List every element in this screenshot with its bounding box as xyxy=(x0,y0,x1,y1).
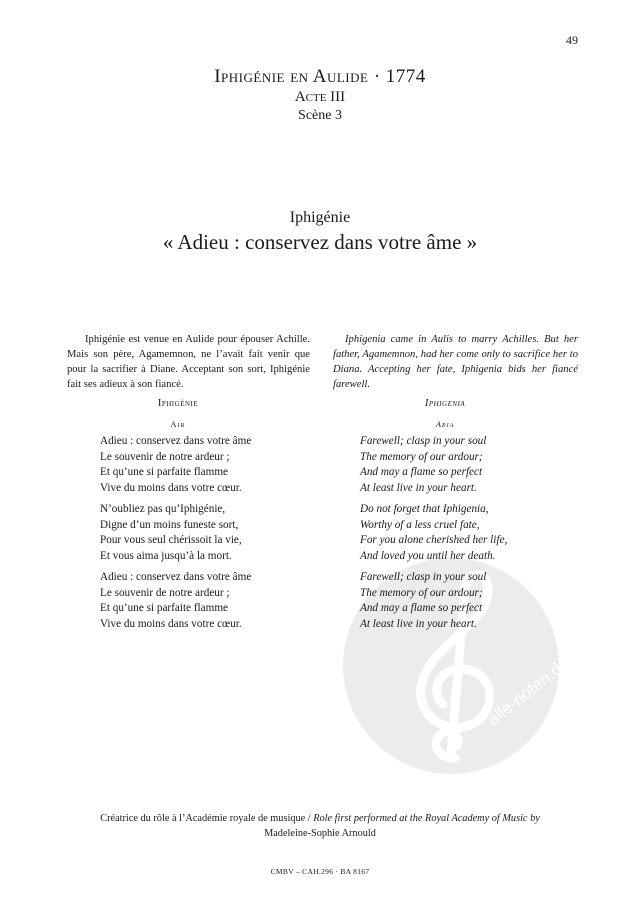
stanza xyxy=(100,434,251,496)
character-name: Iphigénie xyxy=(289,209,351,226)
stanza xyxy=(360,434,507,496)
verse-line: Et qu’une si parfaite flamme xyxy=(100,466,228,478)
role-heading-french: Iphigénie xyxy=(157,398,199,409)
verse-line: Vive du moins dans votre cœur. xyxy=(100,481,242,494)
verse-line: Do not forget that Iphigenia, xyxy=(360,503,489,515)
verse-line: And loved you until her death. xyxy=(360,549,496,562)
verse-line: Pour vous seul chérissoit la vie, xyxy=(100,534,242,546)
verse-line: Le souvenir de notre ardeur ; xyxy=(100,586,230,599)
opera-title xyxy=(0,66,640,88)
stanza xyxy=(360,502,507,564)
intro-french: Iphigénie est venue en Aulide pour épouser Achille. Mais son père, Agamemnon, ne l’avait fait venir que pour la sacrifier à Diane. Acceptant son sort, Iphigénie fait ses adieux à son fiancé. xyxy=(67,334,310,390)
verse-line: For you alone cherished her life, xyxy=(360,534,508,546)
verse-line: Farewell; clasp in your soul xyxy=(360,435,487,447)
verse-line: Digne d’un moins funeste sort, xyxy=(100,518,239,531)
verse-line: Le souvenir de notre ardeur ; xyxy=(100,450,230,463)
singer-name: Madeleine-Sophie Arnould xyxy=(264,827,376,839)
verse-line: Et vous aima jusqu’à la mort. xyxy=(100,549,232,562)
verse-line: And may a flame so perfect xyxy=(360,602,483,614)
intro-english: Iphigenia came in Aulis to marry Achilles. But her father, Agamemnon, had her come only to sacrifice her to Diana. Accepting her fate, Iphigenia bids her fiancé farewell. xyxy=(333,334,578,390)
verse-line: At least live in your heart. xyxy=(360,481,477,494)
role-heading-english: Iphigenia xyxy=(424,398,466,409)
footer-line xyxy=(0,812,640,827)
opera-title-text: Iphigénie en Aulide · 1774 xyxy=(214,66,426,87)
aria-title: « Adieu : conservez dans votre âme » xyxy=(162,230,478,254)
verse-english xyxy=(360,434,507,638)
verse-line: The memory of our ardour; xyxy=(360,586,483,599)
stanza xyxy=(360,570,507,632)
stanza xyxy=(100,502,251,564)
verse-french xyxy=(100,434,251,638)
verse-line: And may a flame so perfect xyxy=(360,466,483,478)
verse-line: The memory of our ardour; xyxy=(360,450,483,463)
verse-line: Worthy of a less cruel fate, xyxy=(360,518,480,531)
air-label-french: Air xyxy=(170,419,186,429)
footer-credit xyxy=(0,812,640,841)
verse-line: At least live in your heart. xyxy=(360,617,477,630)
footer-french: Créatrice du rôle à l’Académie royale de musique / xyxy=(100,813,311,824)
air-label-english: Aria xyxy=(435,419,455,429)
stanza xyxy=(100,570,251,632)
verse-line: Adieu : conservez dans votre âme xyxy=(100,435,252,447)
catalog-reference: CMBV – CAH.296 · BA 8167 xyxy=(270,867,370,876)
footer-english: Role first performed at the Royal Academy of Music by xyxy=(313,813,540,824)
verse-line: Adieu : conservez dans votre âme xyxy=(100,571,252,583)
verse-line: N’oubliez pas qu’Iphigénie, xyxy=(100,503,226,515)
verse-line: Vive du moins dans votre cœur. xyxy=(100,617,242,630)
act-heading: Acte III xyxy=(294,89,346,105)
verse-line: Et qu’une si parfaite flamme xyxy=(100,602,228,614)
page-number: 49 xyxy=(566,33,578,47)
verse-line: Farewell; clasp in your soul xyxy=(360,571,487,583)
watermark-text: alle-noten.de xyxy=(483,653,573,730)
scene-heading: Scène 3 xyxy=(298,108,342,123)
